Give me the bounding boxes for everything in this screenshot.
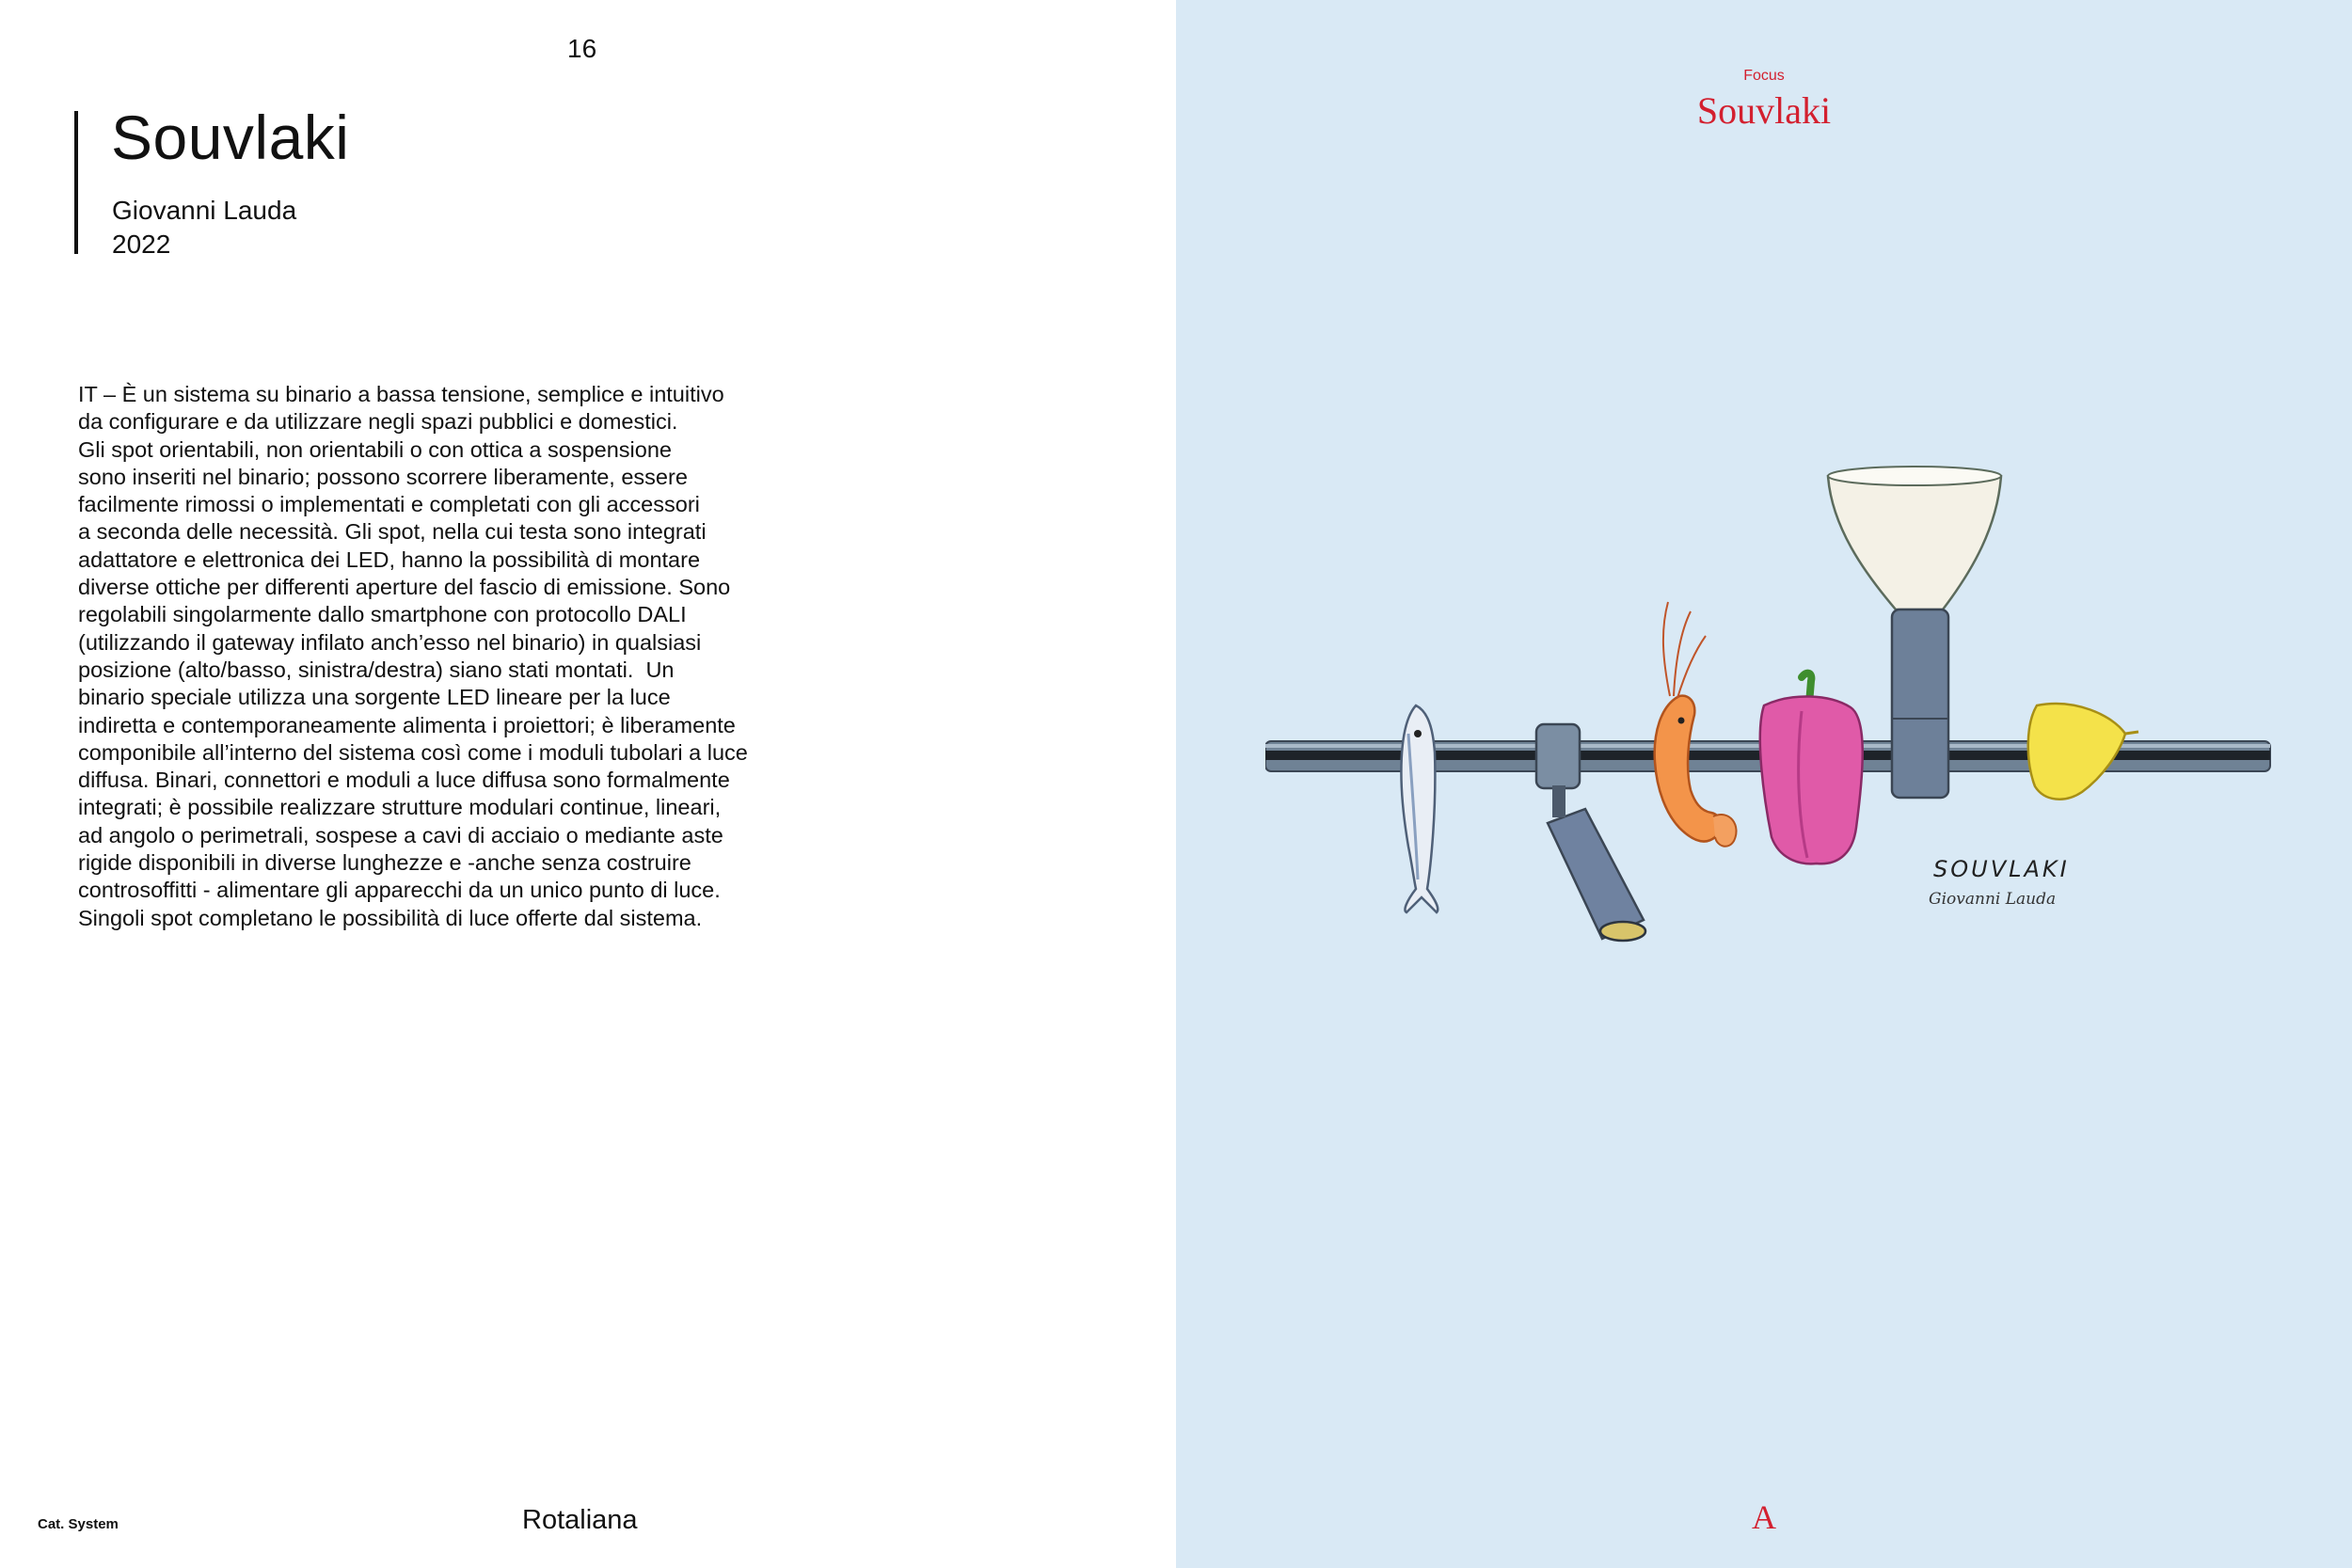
body-line: facilmente rimossi o implementati e completati con gli accessori — [78, 492, 700, 517]
souvlaki-illustration — [1265, 451, 2281, 959]
body-line: integrati; è possibile realizzare strutture modulari continue, lineari, — [78, 795, 722, 820]
fish-icon — [1401, 705, 1438, 912]
body-line: (utilizzando il gateway infilato anch’esso nel binario) in qualsiasi — [78, 629, 702, 655]
page-title: Souvlaki — [111, 103, 350, 172]
body-line: a seconda delle necessità. Gli spot, nella cui testa sono integrati — [78, 519, 707, 545]
illustration-signature: Giovanni Lauda — [1929, 890, 2057, 909]
brand-logo: A — [1752, 1498, 1776, 1536]
body-line: binario speciale utilizza una sorgente LED lineare per la luce — [78, 685, 671, 710]
page-number: 16 — [567, 34, 597, 63]
body-line: sono inseriti nel binario; possono scorrere liberamente, essere — [78, 464, 688, 489]
body-text — [78, 381, 887, 932]
body-line: adattatore e elettronica dei LED, hanno la possibilità di montare — [78, 546, 701, 572]
illustration-caption: SOUVLAKI — [1933, 856, 2070, 882]
year: 2022 — [112, 230, 171, 259]
body-line: ad angolo o perimetrali, sospese a cavi di acciaio o mediante aste — [78, 822, 723, 847]
body-line: da configurare e da utilizzare negli spazi pubblici e domestici. — [78, 409, 678, 435]
pepper-icon — [1760, 673, 1863, 864]
title-rule — [74, 111, 78, 254]
focus-title: Souvlaki — [1696, 89, 1832, 132]
catalog-label: Cat. System — [38, 1516, 119, 1532]
body-line: componibile all’interno del sistema così come i moduli tubolari a luce — [78, 739, 748, 765]
shrimp-icon — [1655, 602, 1737, 847]
right-page — [1176, 0, 2352, 1568]
body-line: regolabili singolarmente dallo smartphone con protocollo DALI — [78, 602, 687, 627]
body-line: rigide disponibili in diverse lunghezze e -anche senza costruire — [78, 850, 691, 876]
body-line: controsoffitti - alimentare gli apparecchi da un unico punto di luce. — [78, 878, 721, 903]
body-line: diverse ottiche per differenti aperture del fascio di emissione. Sono — [78, 575, 731, 600]
body-line: posizione (alto/basso, sinistra/destra) siano stati montati. Un — [78, 657, 675, 682]
body-line: Singoli spot completano le possibilità di luce offerte dal sistema. — [78, 905, 703, 930]
brand-name: Rotaliana — [522, 1505, 638, 1535]
focus-label: Focus — [1743, 68, 1785, 84]
body-line: Gli spot orientabili, non orientabili o con ottica a sospensione — [78, 436, 672, 462]
body-line: IT – È un sistema su binario a bassa tensione, semplice e intuitivo — [78, 382, 724, 406]
author-name: Giovanni Lauda — [112, 196, 297, 225]
body-line: indiretta e contemporaneamente alimenta i proiettori; è liberamente — [78, 712, 736, 737]
body-line: diffusa. Binari, connettori e moduli a luce diffusa sono formalmente — [78, 768, 730, 793]
